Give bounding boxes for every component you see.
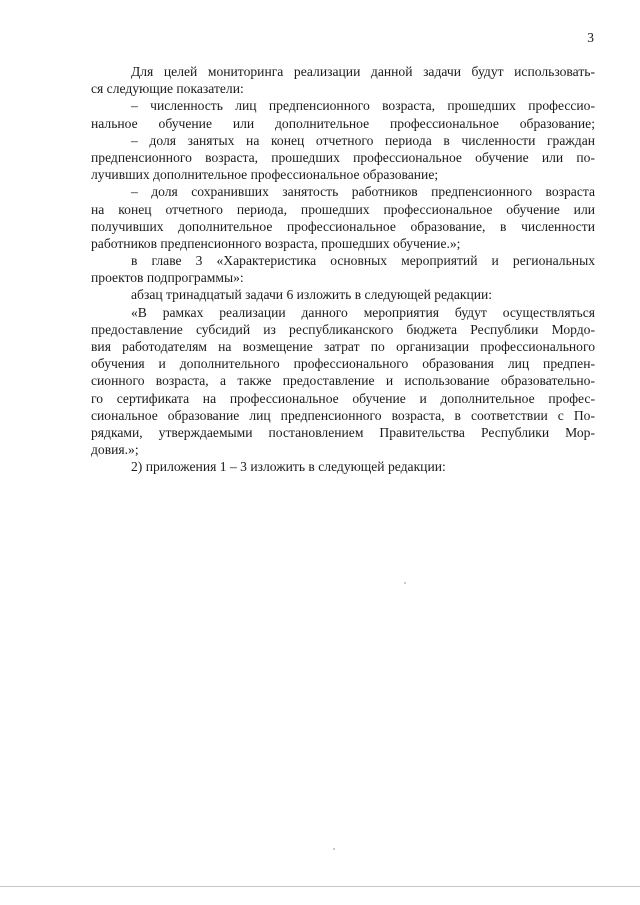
text-line: получивших дополнительное профессиональное образование, в численности (91, 218, 595, 234)
text-line: предпенсионного возраста, прошедших профессиональное обучение или по- (91, 149, 595, 165)
text-line: сиональное образование лиц предпенсионного возраста, в соответствии с По- (91, 407, 595, 423)
text-line: ся следующие показатели: (91, 81, 244, 97)
text-line: сионного возраста, а также предоставление и использование образовательно- (91, 373, 595, 389)
text-line: в главе 3 «Характеристика основных мероприятий и региональных (131, 253, 595, 269)
text-line: 2) приложения 1 – 3 изложить в следующей редакции: (131, 459, 446, 475)
text-line: проектов подпрограммы»: (91, 270, 244, 286)
text-line: – численность лиц предпенсионного возраста, прошедших профессио- (131, 98, 595, 114)
text-line: довия.»; (91, 442, 139, 458)
text-line: – доля занятых на конец отчетного периода в численности граждан (131, 132, 595, 148)
text-line: абзац тринадцатый задачи 6 изложить в следующей редакции: (131, 287, 493, 303)
text-line: рядками, утверждаемыми постановлением Правительства Республики Мор- (91, 424, 595, 440)
text-line: предоставление субсидий из республиканского бюджета Республики Мордо- (91, 321, 595, 337)
text-line: – доля сохранивших занятость работников предпенсионного возраста (131, 184, 595, 200)
text-line: Для целей мониторинга реализации данной задачи будут использовать- (131, 64, 595, 79)
text-line: на конец отчетного периода, прошедших профессиональное обучение или (91, 201, 595, 217)
scan-bottom-edge (0, 886, 640, 887)
text-line: «В рамках реализации данного мероприятия будут осуществляться (131, 304, 595, 320)
body-text (91, 63, 595, 476)
scan-speck (333, 848, 335, 850)
text-line: обучения и дополнительного профессионального образования лиц предпен- (91, 356, 595, 372)
text-line: нальное обучение или дополнительное профессиональное образование; (91, 115, 595, 131)
text-line: лучивших дополнительное профессиональное образование; (91, 167, 439, 183)
scan-speck (404, 582, 406, 584)
page-number: 3 (587, 30, 594, 45)
text-line: работников предпенсионного возраста, прошедших обучение.»; (91, 235, 461, 251)
text-line: го сертификата на профессиональное обучение и дополнительное профес- (91, 390, 595, 406)
text-line: вия работодателям на возмещение затрат по организации профессионального (91, 339, 595, 354)
